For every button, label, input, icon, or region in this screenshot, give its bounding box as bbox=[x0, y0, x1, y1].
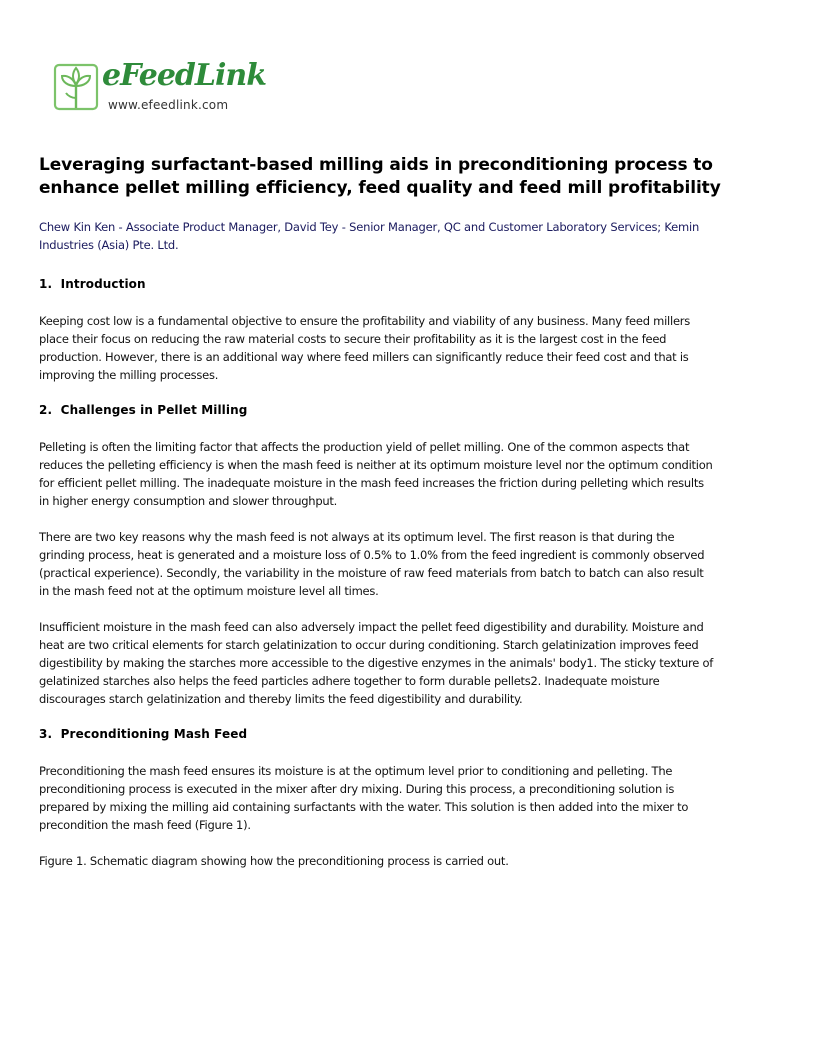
author-line: Industries (Asia) Pte. Ltd. bbox=[39, 238, 179, 252]
text-line: heat are two critical elements for starch gelatinization to occur during conditioning. Starch gelatinization improves feed bbox=[39, 638, 699, 652]
text-line: precondition the mash feed (Figure 1). bbox=[39, 818, 251, 832]
efeedlink-logo bbox=[52, 58, 266, 118]
text-line: Pelleting is often the limiting factor that affects the production yield of pellet milling. One of the common aspects that bbox=[39, 440, 690, 454]
text-line: in higher energy consumption and slower throughput. bbox=[39, 494, 338, 508]
sprout-icon bbox=[52, 62, 100, 112]
section-heading-preconditioning: 3. Preconditioning Mash Feed bbox=[39, 727, 248, 741]
text-line: discourages starch gelatinization and thereby limits the feed digestibility and durability. bbox=[39, 692, 523, 706]
author-byline bbox=[39, 218, 799, 254]
text-line: digestibility by making the starches more accessible to the digestive enzymes in the animals' body1. The sticky texture of bbox=[39, 656, 714, 670]
text-line: in the mash feed not at the optimum moisture level all times. bbox=[39, 584, 379, 598]
text-line: Insufficient moisture in the mash feed can also adversely impact the pellet feed digestibility and durability. Moisture and bbox=[39, 620, 704, 634]
logo-wordmark: eFeedLink bbox=[102, 58, 266, 93]
text-line: preconditioning process is executed in the mixer after dry mixing. During this process, a preconditioning solution is bbox=[39, 782, 675, 796]
author-line: Chew Kin Ken - Associate Product Manager, David Tey - Senior Manager, QC and Customer Laboratory Services; Kemin bbox=[39, 220, 700, 234]
text-line: place their focus on reducing the raw material costs to secure their profitability as it is the largest cost in the feed bbox=[39, 332, 667, 346]
paragraph bbox=[39, 618, 799, 708]
title-line: Leveraging surfactant-based milling aids in preconditioning process to bbox=[39, 155, 713, 175]
section-heading-introduction: 1. Introduction bbox=[39, 277, 146, 291]
logo-url: www.efeedlink.com bbox=[108, 98, 229, 112]
text-line: for efficient pellet milling. The inadequate moisture in the mash feed increases the friction during pelleting which results bbox=[39, 476, 704, 490]
text-line: reduces the pelleting efficiency is when the mash feed is neither at its optimum moisture level nor the optimum condition bbox=[39, 458, 713, 472]
paragraph bbox=[39, 528, 799, 600]
text-line: gelatinized starches also helps the feed particles adhere together to form durable pellets2. Inadequate moisture bbox=[39, 674, 660, 688]
text-line: Preconditioning the mash feed ensures its moisture is at the optimum level prior to conditioning and pelleting. The bbox=[39, 764, 673, 778]
title-line: enhance pellet milling efficiency, feed quality and feed mill profitability bbox=[39, 178, 721, 198]
paragraph bbox=[39, 762, 799, 834]
figure-caption bbox=[39, 852, 799, 870]
text-line: Figure 1. Schematic diagram showing how the preconditioning process is carried out. bbox=[39, 854, 509, 868]
text-line: production. However, there is an additional way where feed millers can significantly reduce their feed cost and that is bbox=[39, 350, 689, 364]
paragraph bbox=[39, 438, 799, 510]
text-line: Keeping cost low is a fundamental objective to ensure the profitability and viability of any business. Many feed millers bbox=[39, 314, 690, 328]
article-title bbox=[39, 154, 799, 200]
text-line: There are two key reasons why the mash feed is not always at its optimum level. The first reason is that during the bbox=[39, 530, 675, 544]
paragraph bbox=[39, 312, 799, 384]
section-heading-challenges: 2. Challenges in Pellet Milling bbox=[39, 403, 248, 417]
text-line: prepared by mixing the milling aid containing surfactants with the water. This solution is then added into the mixer to bbox=[39, 800, 689, 814]
text-line: grinding process, heat is generated and a moisture loss of 0.5% to 1.0% from the feed ingredient is commonly observed bbox=[39, 548, 705, 562]
text-line: (practical experience). Secondly, the variability in the moisture of raw feed materials from batch to batch can also result bbox=[39, 566, 704, 580]
text-line: improving the milling processes. bbox=[39, 368, 219, 382]
